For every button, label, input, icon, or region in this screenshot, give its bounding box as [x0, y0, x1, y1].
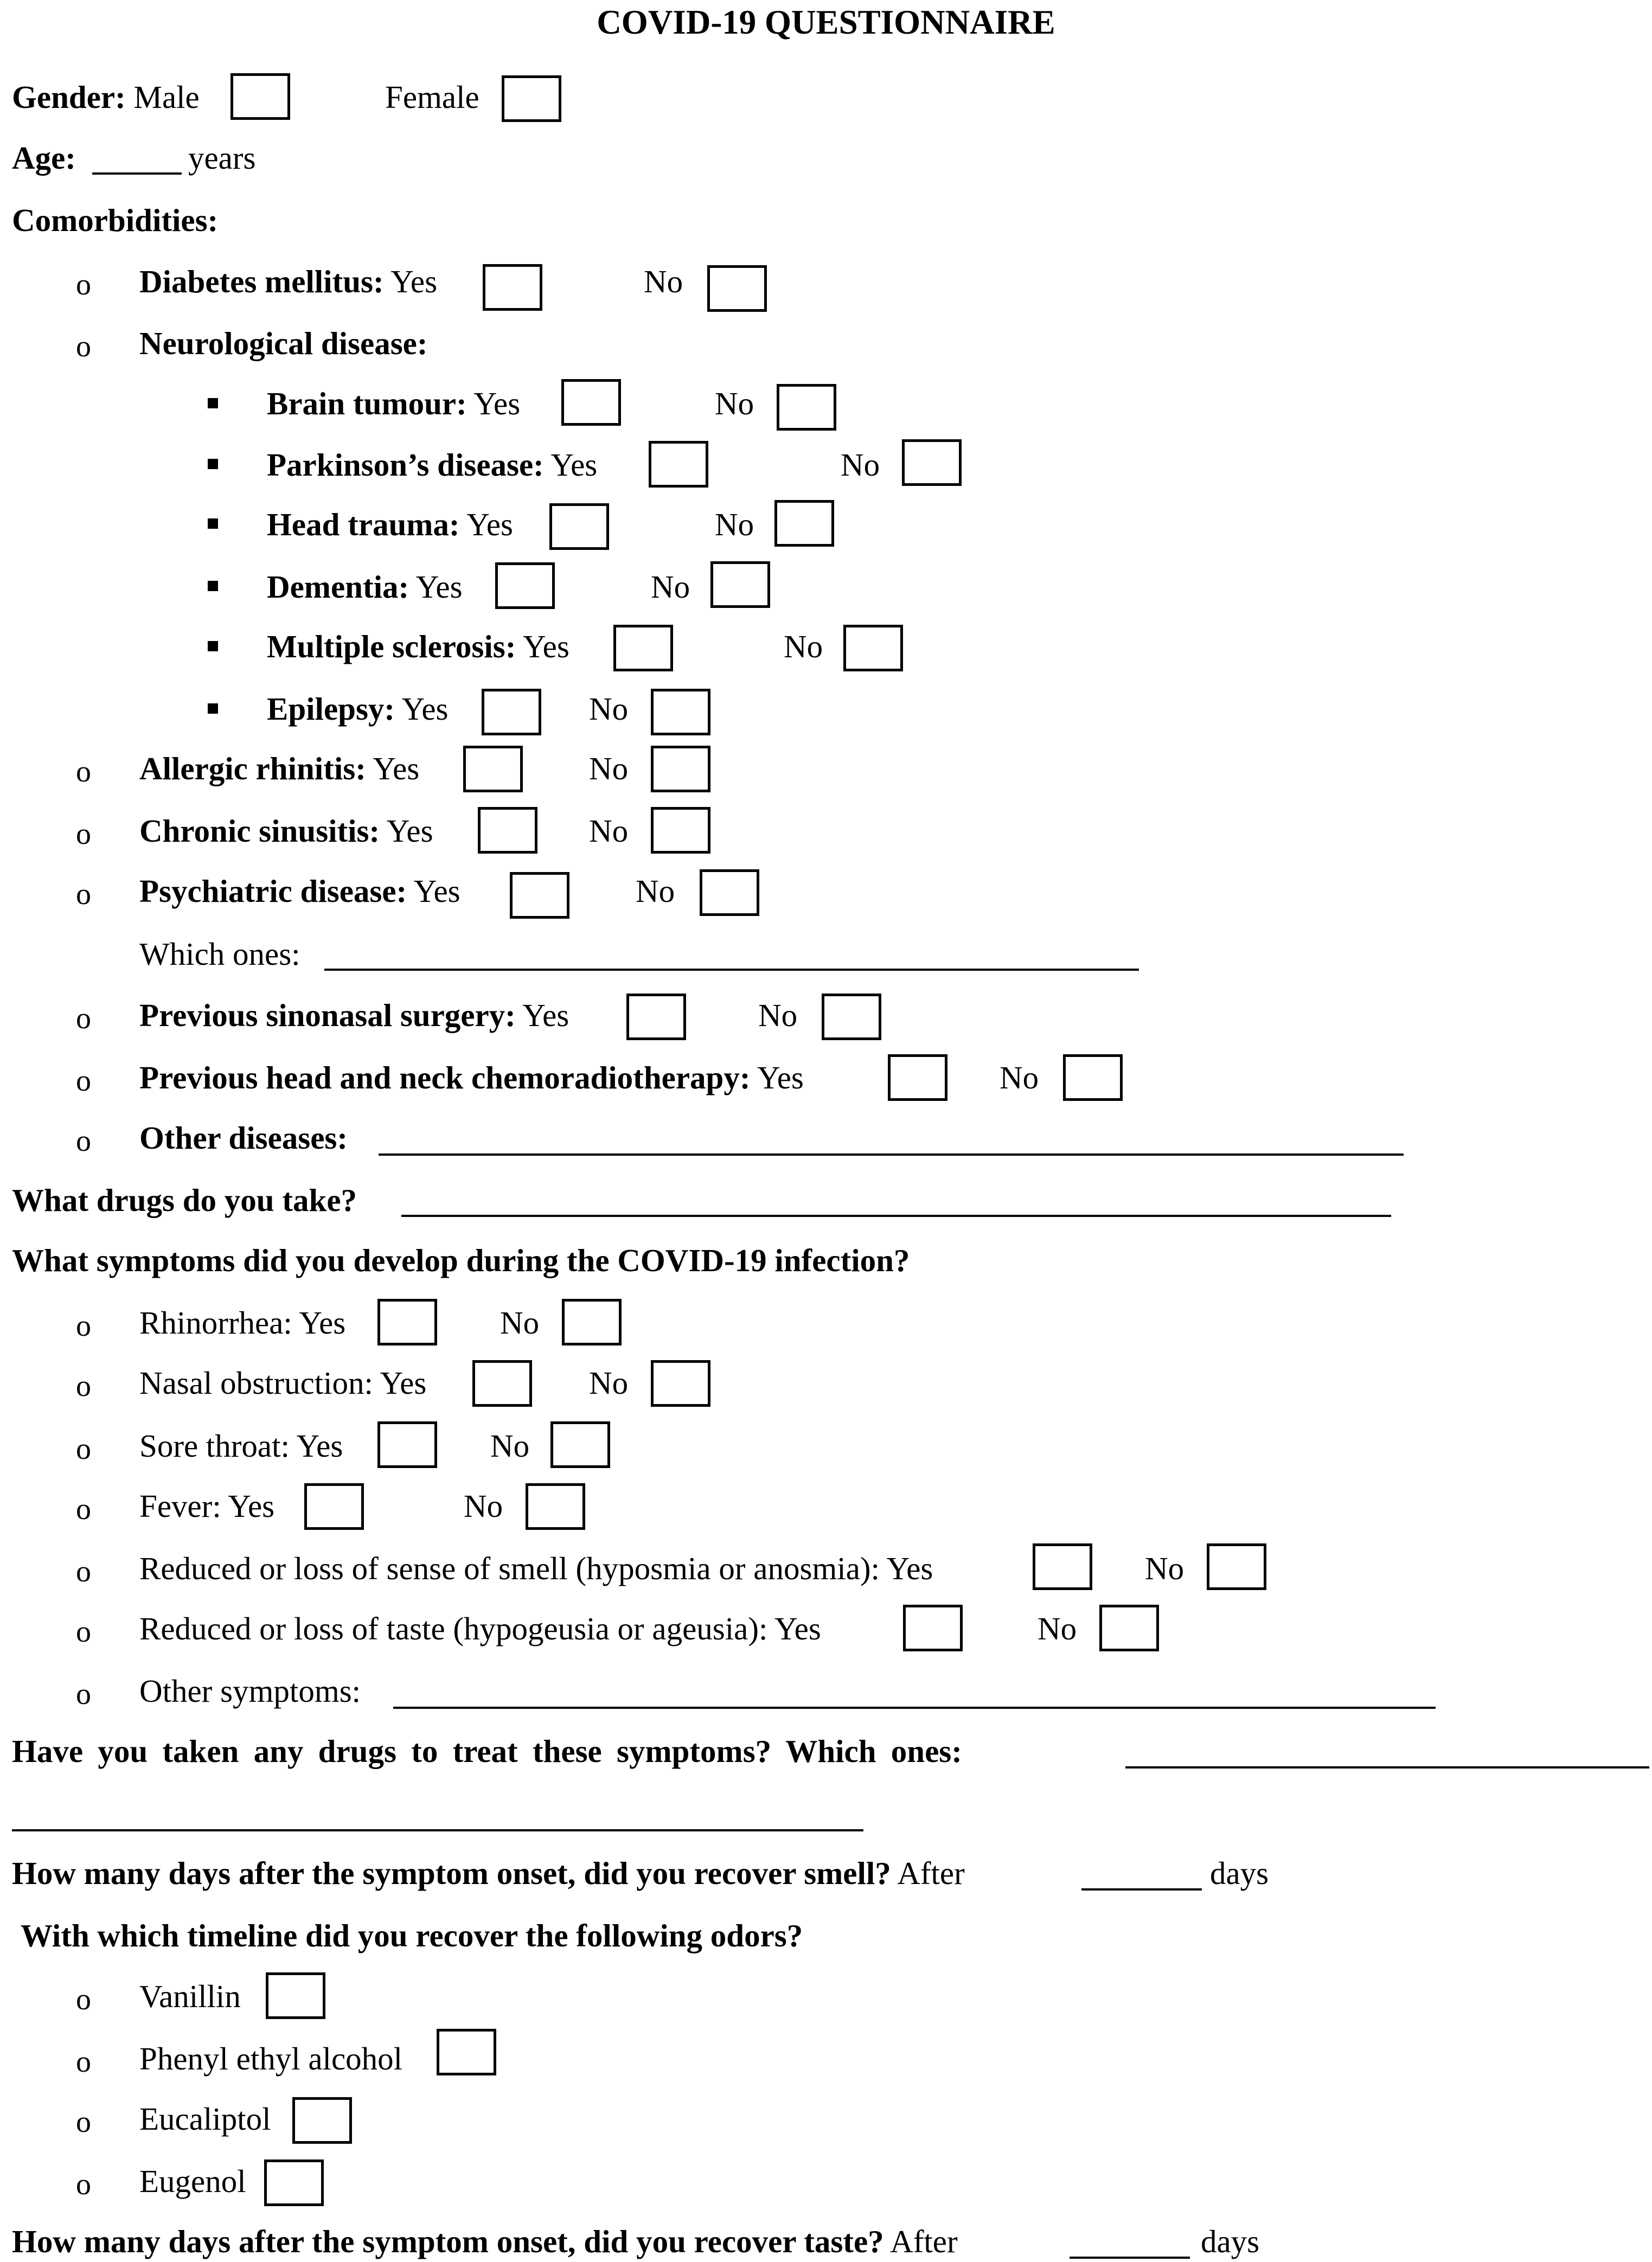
yes-label: Yes	[757, 1060, 804, 1095]
bullet-hollow: o	[76, 1309, 91, 1343]
nasal-obstruction-no-checkbox[interactable]	[651, 1360, 710, 1407]
head-trauma-row	[267, 509, 513, 541]
allergic-rhinitis-no-checkbox[interactable]	[651, 746, 710, 792]
head-trauma-no-checkbox[interactable]	[774, 500, 834, 547]
smell-recovery-days-input[interactable]	[1081, 1888, 1202, 1891]
form-title: COVID-19 QUESTIONNAIRE	[597, 3, 1055, 41]
odor-eucaliptol-label: Eucaliptol	[139, 2101, 271, 2137]
bullet-hollow: o	[76, 330, 91, 363]
no-label: No	[500, 1305, 540, 1341]
no-label: No	[589, 1365, 629, 1401]
no-label: No	[464, 1488, 503, 1524]
yes-label: Yes	[296, 1428, 343, 1464]
age-unit: years	[188, 140, 256, 176]
no-label: No	[589, 813, 629, 849]
taste-recovery-after: After	[890, 2223, 958, 2259]
no-label: No	[490, 1428, 530, 1464]
multiple-sclerosis-label: Multiple sclerosis:	[267, 629, 516, 664]
diabetes-label: Diabetes mellitus:	[139, 264, 384, 299]
head-trauma-label: Head trauma:	[267, 507, 460, 542]
taste-recovery-days: days	[1201, 2223, 1260, 2259]
yes-label: Yes	[299, 1305, 346, 1341]
comorbidities-heading: Comorbidities:	[12, 202, 219, 238]
odor-eugenol-label: Eugenol	[139, 2163, 246, 2199]
yes-label: Yes	[373, 751, 420, 786]
gender-label: Gender:	[12, 79, 126, 115]
rhinorrhea-yes-checkbox[interactable]	[377, 1299, 437, 1345]
treatment-input-continued[interactable]	[12, 1829, 863, 1831]
diabetes-yes-checkbox[interactable]	[483, 264, 542, 311]
chemoradiotherapy-label: Previous head and neck chemoradiotherapy:	[139, 1060, 751, 1095]
odor-phenyl-ethyl-alcohol-label: Phenyl ethyl alcohol	[139, 2041, 403, 2077]
taste-loss-row	[139, 1613, 821, 1645]
no-label: No	[841, 447, 880, 483]
yes-label: Yes	[228, 1488, 275, 1524]
no-label: No	[1145, 1550, 1184, 1586]
chronic-sinusitis-row	[139, 815, 433, 847]
yes-label: Yes	[886, 1550, 933, 1586]
male-label: Male	[133, 79, 200, 115]
multiple-sclerosis-yes-checkbox[interactable]	[613, 625, 673, 671]
yes-label: Yes	[774, 1611, 821, 1646]
no-label: No	[636, 873, 675, 909]
rhinorrhea-no-checkbox[interactable]	[562, 1299, 622, 1345]
fever-no-checkbox[interactable]	[526, 1483, 585, 1530]
bullet-hollow: o	[76, 1002, 91, 1035]
brain-tumour-yes-checkbox[interactable]	[561, 379, 621, 426]
chronic-sinusitis-label: Chronic sinusitis:	[139, 813, 380, 849]
bullet-hollow: o	[76, 817, 91, 851]
no-label: No	[589, 691, 629, 727]
taste-recovery-days-input[interactable]	[1070, 2257, 1190, 2259]
smell-loss-no-checkbox[interactable]	[1207, 1543, 1266, 1590]
epilepsy-label: Epilepsy:	[267, 691, 395, 727]
psychiatric-which-input[interactable]	[324, 969, 1139, 971]
head-trauma-yes-checkbox[interactable]	[549, 503, 609, 550]
other-diseases-label: Other diseases:	[139, 1120, 348, 1156]
bullet-hollow: o	[76, 1432, 91, 1466]
smell-loss-row	[139, 1550, 933, 1586]
bullet-hollow: o	[76, 755, 91, 789]
chronic-sinusitis-no-checkbox[interactable]	[651, 807, 710, 854]
parkinsons-row	[267, 449, 597, 481]
sore-throat-row	[139, 1430, 343, 1462]
fever-row	[139, 1490, 274, 1522]
allergic-rhinitis-label: Allergic rhinitis:	[139, 751, 366, 786]
age-label: Age:	[12, 140, 76, 176]
no-label: No	[1000, 1060, 1039, 1095]
diabetes-row	[139, 266, 437, 298]
no-label: No	[651, 569, 690, 605]
yes-label: Yes	[522, 997, 569, 1033]
taste-loss-no-checkbox[interactable]	[1099, 1605, 1159, 1651]
bullet-hollow: o	[76, 1615, 91, 1649]
multiple-sclerosis-row	[267, 631, 569, 663]
diabetes-no-checkbox[interactable]	[707, 265, 767, 312]
yes-label: Yes	[415, 569, 463, 605]
brain-tumour-row	[267, 388, 520, 420]
odor-vanillin-checkbox[interactable]	[266, 1972, 325, 2019]
yes-label: Yes	[550, 447, 598, 483]
multiple-sclerosis-no-checkbox[interactable]	[843, 625, 903, 671]
treatment-input[interactable]	[1125, 1766, 1649, 1768]
no-label: No	[784, 629, 823, 664]
male-checkbox[interactable]	[230, 73, 290, 120]
rhinorrhea-row	[139, 1307, 345, 1339]
yes-label: Yes	[473, 386, 521, 421]
bullet-hollow: o	[76, 2168, 91, 2201]
brain-tumour-label: Brain tumour:	[267, 386, 467, 421]
taste-loss-label: Reduced or loss of taste (hypogeusia or ageusia):	[139, 1611, 768, 1646]
psychiatric-yes-checkbox[interactable]	[510, 872, 569, 919]
bullet-square	[208, 703, 218, 714]
bullet-hollow: o	[76, 1983, 91, 2016]
allergic-rhinitis-row	[139, 753, 419, 785]
yes-label: Yes	[401, 691, 449, 727]
dementia-yes-checkbox[interactable]	[495, 562, 555, 609]
yes-label: Yes	[386, 813, 433, 849]
taste-recovery-question: How many days after the symptom onset, did you recover taste?	[12, 2223, 884, 2259]
chemoradiotherapy-no-checkbox[interactable]	[1063, 1054, 1123, 1101]
treatment-question: Have you taken any drugs to treat these symptoms? Which ones:	[12, 1733, 962, 1769]
bullet-square	[208, 518, 218, 529]
nasal-obstruction-row	[139, 1367, 426, 1399]
odor-phenyl-ethyl-alcohol-checkbox[interactable]	[437, 2029, 496, 2075]
bullet-hollow: o	[76, 268, 91, 302]
bullet-hollow: o	[76, 2045, 91, 2079]
bullet-square	[208, 641, 218, 651]
smell-recovery-row	[12, 1857, 965, 1889]
symptoms-question: What symptoms did you develop during the COVID-19 infection?	[12, 1242, 910, 1278]
drugs-question: What drugs do you take?	[12, 1182, 357, 1218]
taste-loss-yes-checkbox[interactable]	[903, 1605, 963, 1651]
parkinsons-yes-checkbox[interactable]	[649, 441, 708, 488]
other-symptoms-input[interactable]	[393, 1707, 1436, 1709]
sore-throat-no-checkbox[interactable]	[550, 1421, 610, 1468]
odor-vanillin-label: Vanillin	[139, 1978, 241, 2014]
bullet-hollow: o	[76, 2105, 91, 2139]
epilepsy-yes-checkbox[interactable]	[482, 689, 541, 735]
odor-eugenol-checkbox[interactable]	[264, 2160, 324, 2206]
smell-recovery-days: days	[1210, 1855, 1269, 1891]
parkinsons-no-checkbox[interactable]	[902, 439, 962, 486]
bullet-hollow: o	[76, 1492, 91, 1526]
female-checkbox[interactable]	[502, 75, 561, 122]
psychiatric-no-checkbox[interactable]	[700, 869, 759, 916]
no-label: No	[715, 386, 754, 421]
chemoradiotherapy-row	[139, 1062, 804, 1094]
female-label: Female	[385, 79, 479, 115]
yes-label: Yes	[380, 1365, 427, 1401]
bullet-square	[208, 459, 218, 469]
age-input[interactable]	[92, 172, 182, 175]
sinonasal-surgery-no-checkbox[interactable]	[822, 994, 881, 1040]
no-label: No	[758, 997, 798, 1033]
bullet-hollow: o	[76, 877, 91, 911]
sore-throat-label: Sore throat:	[139, 1428, 290, 1464]
smell-loss-yes-checkbox[interactable]	[1033, 1543, 1092, 1590]
brain-tumour-no-checkbox[interactable]	[777, 384, 836, 431]
sore-throat-yes-checkbox[interactable]	[377, 1421, 437, 1468]
other-diseases-input[interactable]	[379, 1154, 1404, 1156]
dementia-no-checkbox[interactable]	[710, 561, 770, 608]
fever-yes-checkbox[interactable]	[304, 1483, 364, 1530]
drugs-input[interactable]	[401, 1215, 1391, 1217]
dementia-row	[267, 571, 463, 603]
bullet-hollow: o	[76, 1124, 91, 1158]
which-ones-label: Which ones:	[139, 936, 300, 972]
odors-question: With which timeline did you recover the following odors?	[21, 1918, 803, 1953]
bullet-square	[208, 398, 218, 408]
gender-row	[12, 81, 200, 113]
sinonasal-surgery-row	[139, 999, 569, 1031]
allergic-rhinitis-yes-checkbox[interactable]	[463, 746, 523, 792]
other-symptoms-label: Other symptoms:	[139, 1673, 361, 1709]
epilepsy-no-checkbox[interactable]	[651, 689, 710, 735]
yes-label: Yes	[466, 507, 514, 542]
chemoradiotherapy-yes-checkbox[interactable]	[888, 1054, 947, 1101]
bullet-hollow: o	[76, 1677, 91, 1711]
no-label: No	[589, 751, 629, 786]
bullet-hollow: o	[76, 1555, 91, 1588]
yes-label: Yes	[390, 264, 438, 299]
smell-loss-label: Reduced or loss of sense of smell (hyposmia or anosmia):	[139, 1550, 880, 1586]
no-label: No	[1038, 1611, 1077, 1646]
psychiatric-label: Psychiatric disease:	[139, 873, 407, 909]
sinonasal-surgery-label: Previous sinonasal surgery:	[139, 997, 516, 1033]
smell-recovery-question: How many days after the symptom onset, did you recover smell?	[12, 1855, 891, 1891]
bullet-hollow: o	[76, 1064, 91, 1098]
dementia-label: Dementia:	[267, 569, 409, 605]
sinonasal-surgery-yes-checkbox[interactable]	[626, 994, 686, 1040]
smell-recovery-after: After	[897, 1855, 965, 1891]
bullet-hollow: o	[76, 1369, 91, 1403]
chronic-sinusitis-yes-checkbox[interactable]	[478, 807, 537, 854]
odor-eucaliptol-checkbox[interactable]	[292, 2097, 352, 2144]
neuro-label: Neurological disease:	[139, 325, 428, 361]
psychiatric-row	[139, 875, 460, 907]
nasal-obstruction-yes-checkbox[interactable]	[472, 1360, 532, 1407]
rhinorrhea-label: Rhinorrhea:	[139, 1305, 292, 1341]
epilepsy-row	[267, 693, 448, 725]
no-label: No	[715, 507, 754, 542]
nasal-obstruction-label: Nasal obstruction:	[139, 1365, 373, 1401]
bullet-square	[208, 581, 218, 591]
yes-label: Yes	[413, 873, 460, 909]
no-label: No	[644, 264, 683, 299]
yes-label: Yes	[522, 629, 569, 664]
parkinsons-label: Parkinson’s disease:	[267, 447, 544, 483]
fever-label: Fever:	[139, 1488, 221, 1524]
taste-recovery-row	[12, 2223, 958, 2259]
